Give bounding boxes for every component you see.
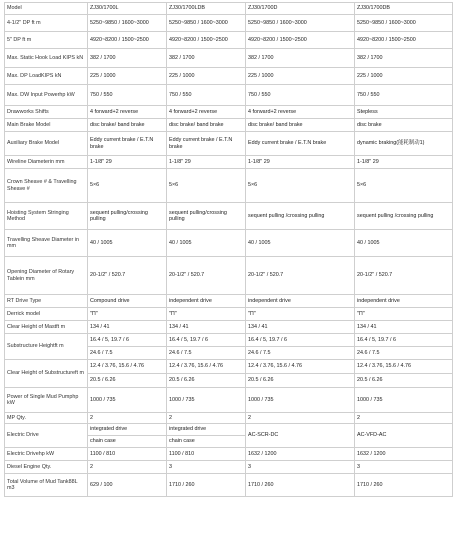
spec-cell-line: 24.6 / 7.5 bbox=[167, 346, 245, 359]
spec-cell: 629 / 100 bbox=[88, 474, 167, 497]
spec-cell: independent drive bbox=[167, 295, 246, 308]
row-label: Electric Drivehp kW bbox=[5, 448, 88, 461]
spec-cell: independent drive bbox=[246, 295, 355, 308]
spec-cell: 134 / 41 bbox=[88, 321, 167, 334]
spec-cell bbox=[167, 424, 246, 448]
spec-cell: "Π" bbox=[167, 308, 246, 321]
row-label: Crown Sheave # & Travelling Sheave # bbox=[5, 169, 88, 203]
spec-cell-line: 12.4 / 3.76, 15.6 / 4.76 bbox=[90, 363, 144, 369]
spec-cell: 1710 / 260 bbox=[167, 474, 246, 497]
row-label: Total Volume of Mud Tank88L m3 bbox=[5, 474, 88, 497]
table-row bbox=[5, 257, 453, 295]
table-row bbox=[5, 321, 453, 334]
spec-cell bbox=[246, 334, 355, 360]
spec-cell: Compound drive bbox=[88, 295, 167, 308]
spec-cell: disc brake/ band brake bbox=[167, 119, 246, 132]
spec-cell: 5×6 bbox=[246, 169, 355, 203]
spec-cell: Eddy current brake / E.T.N brake bbox=[88, 132, 167, 156]
spec-cell: 5×6 bbox=[88, 169, 167, 203]
row-label: Auxiliary Brake Model bbox=[5, 132, 88, 156]
header-cell-zj30-1700l: ZJ30/1700L bbox=[88, 3, 167, 15]
row-label: Power of Single Mud Pumphp kW bbox=[5, 388, 88, 413]
spec-cell: 20-1/2" / 520.7 bbox=[167, 257, 246, 295]
spec-cell: 3 bbox=[355, 461, 453, 474]
spec-cell: 382 / 1700 bbox=[167, 49, 246, 68]
table-row bbox=[5, 461, 453, 474]
spec-cell: 2 bbox=[88, 461, 167, 474]
spec-cell: disc brake/ band brake bbox=[246, 119, 355, 132]
spec-cell-line: 20.5 / 6.26 bbox=[246, 373, 354, 387]
spec-cell-line: 20.5 / 6.26 bbox=[167, 373, 245, 387]
table-row bbox=[5, 169, 453, 203]
spec-cell: 1-1/8" 29 bbox=[88, 156, 167, 169]
row-label: RT Drive Type bbox=[5, 295, 88, 308]
spec-cell: 2 bbox=[88, 413, 167, 424]
spec-table-body bbox=[5, 3, 453, 497]
header-cell-zj30-1700d: ZJ30/1700D bbox=[246, 3, 355, 15]
spec-cell: sequent pulling/crossing pulling bbox=[88, 203, 167, 230]
spec-cell: "Π" bbox=[88, 308, 167, 321]
spec-cell: 4 forward+2 reverse bbox=[88, 106, 167, 119]
row-label: Wireline Diameterin mm bbox=[5, 156, 88, 169]
spec-cell: 1-1/8" 29 bbox=[167, 156, 246, 169]
spec-cell bbox=[88, 424, 167, 448]
spec-cell-line: 12.4 / 3.76, 15.6 / 4.76 bbox=[169, 363, 223, 369]
table-row bbox=[5, 32, 453, 49]
row-label: Hoisting System Stringing Method bbox=[5, 203, 88, 230]
row-label: Clear Height of Mastft m bbox=[5, 321, 88, 334]
spec-cell: 134 / 41 bbox=[355, 321, 453, 334]
spec-cell: 134 / 41 bbox=[246, 321, 355, 334]
row-label: Max. DP LoadKIPS kN bbox=[5, 68, 88, 85]
spec-cell: 1-1/8" 29 bbox=[246, 156, 355, 169]
spec-cell: 40 / 1005 bbox=[167, 230, 246, 257]
table-row bbox=[5, 230, 453, 257]
spec-cell bbox=[355, 360, 453, 388]
spec-cell bbox=[167, 360, 246, 388]
spec-cell: AC-VFD-AC bbox=[355, 424, 453, 448]
spec-cell: 225 / 1000 bbox=[88, 68, 167, 85]
spec-cell bbox=[88, 360, 167, 388]
spec-cell: 3 bbox=[246, 461, 355, 474]
spec-cell: 225 / 1000 bbox=[355, 68, 453, 85]
spec-cell: 1000 / 735 bbox=[167, 388, 246, 413]
spec-cell: 1000 / 735 bbox=[246, 388, 355, 413]
spec-cell: sequent pulling /crossing pulling bbox=[246, 203, 355, 230]
spec-cell: 1100 / 810 bbox=[88, 448, 167, 461]
spec-cell: 40 / 1005 bbox=[355, 230, 453, 257]
spec-cell bbox=[88, 334, 167, 360]
spec-cell: 1000 / 735 bbox=[355, 388, 453, 413]
spec-cell: 1710 / 260 bbox=[355, 474, 453, 497]
row-label: Clear Height of Substructureft m bbox=[5, 360, 88, 388]
table-row bbox=[5, 203, 453, 230]
spec-cell-line: chain case bbox=[88, 435, 166, 447]
spec-cell: 5×6 bbox=[355, 169, 453, 203]
spec-cell: 134 / 41 bbox=[167, 321, 246, 334]
spec-cell: 225 / 1000 bbox=[167, 68, 246, 85]
spec-cell bbox=[246, 360, 355, 388]
table-row bbox=[5, 119, 453, 132]
spec-cell: 1-1/8" 29 bbox=[355, 156, 453, 169]
spec-cell: 1100 / 810 bbox=[167, 448, 246, 461]
spec-cell-line: 24.6 / 7.5 bbox=[355, 346, 452, 359]
spec-cell: Eddy current brake / E.T.N brake bbox=[246, 132, 355, 156]
table-row bbox=[5, 68, 453, 85]
row-label: Substructure Heightft m bbox=[5, 334, 88, 360]
row-label: Diesel Engine Qty. bbox=[5, 461, 88, 474]
spec-cell: 2 bbox=[355, 413, 453, 424]
spec-cell: 5250~9850 / 1600~3000 bbox=[246, 15, 355, 32]
spec-cell: independent drive bbox=[355, 295, 453, 308]
spec-cell: 382 / 1700 bbox=[355, 49, 453, 68]
spec-cell: disc brake/ band brake bbox=[88, 119, 167, 132]
spec-cell: sequent pulling /crossing pulling bbox=[355, 203, 453, 230]
table-row bbox=[5, 308, 453, 321]
spec-cell: 225 / 1000 bbox=[246, 68, 355, 85]
row-label: Travelling Sheave Diameter in mm bbox=[5, 230, 88, 257]
spec-cell bbox=[355, 334, 453, 360]
spec-cell-line: 16.4 / 5, 19.7 / 6 bbox=[248, 337, 287, 343]
spec-cell: 1632 / 1200 bbox=[355, 448, 453, 461]
spec-cell: Eddy current brake / E.T.N brake bbox=[167, 132, 246, 156]
spec-cell: AC-SCR-DC bbox=[246, 424, 355, 448]
spec-cell: "Π" bbox=[355, 308, 453, 321]
spec-table bbox=[4, 2, 453, 497]
table-row bbox=[5, 424, 453, 448]
table-row bbox=[5, 448, 453, 461]
spec-cell bbox=[167, 334, 246, 360]
header-cell-zj30-1700ldb: ZJ30/1700LDB bbox=[167, 3, 246, 15]
spec-cell: 1000 / 735 bbox=[88, 388, 167, 413]
spec-cell-line: 20.5 / 6.26 bbox=[355, 373, 452, 387]
spec-cell-line: 16.4 / 5, 19.7 / 6 bbox=[90, 337, 129, 343]
row-label: 4-1/2" DP ft m bbox=[5, 15, 88, 32]
spec-cell: 4920~8200 / 1500~2500 bbox=[88, 32, 167, 49]
spec-cell: 40 / 1005 bbox=[246, 230, 355, 257]
spec-cell-line: chain case bbox=[167, 435, 245, 447]
table-row bbox=[5, 106, 453, 119]
table-row bbox=[5, 132, 453, 156]
spec-cell: 2 bbox=[246, 413, 355, 424]
spec-cell: 5×6 bbox=[167, 169, 246, 203]
spec-cell: 20-1/2" / 520.7 bbox=[246, 257, 355, 295]
table-row bbox=[5, 295, 453, 308]
spec-cell: 40 / 1005 bbox=[88, 230, 167, 257]
row-label: Drawworks Shifts bbox=[5, 106, 88, 119]
spec-cell: 5250~9850 / 1600~3000 bbox=[88, 15, 167, 32]
spec-cell: 4920~8200 / 1500~2500 bbox=[246, 32, 355, 49]
spec-cell: 3 bbox=[167, 461, 246, 474]
spec-cell: 1632 / 1200 bbox=[246, 448, 355, 461]
spec-cell-line: integrated drive bbox=[169, 426, 207, 432]
spec-cell: 4920~8200 / 1500~2500 bbox=[167, 32, 246, 49]
row-label: Max. DW Input Powerhp kW bbox=[5, 85, 88, 106]
row-label: Main Brake Model bbox=[5, 119, 88, 132]
header-cell-model: Model bbox=[5, 3, 88, 15]
spec-cell: 1710 / 260 bbox=[246, 474, 355, 497]
spec-cell-line: 16.4 / 5, 19.7 / 6 bbox=[357, 337, 396, 343]
spec-cell: dynamic braking(能耗制动1) bbox=[355, 132, 453, 156]
spec-cell: 750 / 550 bbox=[167, 85, 246, 106]
table-row bbox=[5, 388, 453, 413]
table-row bbox=[5, 85, 453, 106]
table-row bbox=[5, 156, 453, 169]
spec-cell-line: 24.6 / 7.5 bbox=[88, 346, 166, 359]
spec-cell-line: 12.4 / 3.76, 15.6 / 4.76 bbox=[248, 363, 302, 369]
table-row bbox=[5, 15, 453, 32]
header-cell-zj30-1700db: ZJ30/1700DB bbox=[355, 3, 453, 15]
spec-cell: 750 / 550 bbox=[355, 85, 453, 106]
spec-cell: 4920~8200 / 1500~2500 bbox=[355, 32, 453, 49]
spec-cell-line: 24.6 / 7.5 bbox=[246, 346, 354, 359]
spec-cell: 5250~9850 / 1600~3000 bbox=[167, 15, 246, 32]
spec-cell: 382 / 1700 bbox=[88, 49, 167, 68]
spec-cell: 4 forward+2 reverse bbox=[246, 106, 355, 119]
spec-cell: 20-1/2" / 520.7 bbox=[355, 257, 453, 295]
row-label: Electric Drive bbox=[5, 424, 88, 448]
table-row bbox=[5, 49, 453, 68]
spec-cell-line: integrated drive bbox=[90, 426, 128, 432]
row-label: Opening Diameter of Rotary Tablein mm bbox=[5, 257, 88, 295]
spec-cell: sequent pulling/crossing pulling bbox=[167, 203, 246, 230]
spec-cell: "Π" bbox=[246, 308, 355, 321]
spec-cell: 4 forward+2 reverse bbox=[167, 106, 246, 119]
row-label: MP Qty. bbox=[5, 413, 88, 424]
row-label: Derrick model bbox=[5, 308, 88, 321]
spec-cell: disc brake bbox=[355, 119, 453, 132]
spec-cell-line: 16.4 / 5, 19.7 / 6 bbox=[169, 337, 208, 343]
row-label: 5" DP ft m bbox=[5, 32, 88, 49]
table-row bbox=[5, 334, 453, 360]
table-row bbox=[5, 474, 453, 497]
spec-cell: 5250~9850 / 1600~3000 bbox=[355, 15, 453, 32]
row-label: Max. Static Hook Load KIPS kN bbox=[5, 49, 88, 68]
spec-cell: 2 bbox=[167, 413, 246, 424]
spec-cell: 382 / 1700 bbox=[246, 49, 355, 68]
table-row bbox=[5, 413, 453, 424]
table-row bbox=[5, 360, 453, 388]
spec-cell: 20-1/2" / 520.7 bbox=[88, 257, 167, 295]
spec-cell: 750 / 550 bbox=[246, 85, 355, 106]
header-row bbox=[5, 3, 453, 15]
spec-cell: Stepless bbox=[355, 106, 453, 119]
spec-cell-line: 12.4 / 3.76, 15.6 / 4.76 bbox=[357, 363, 411, 369]
spec-cell-line: 20.5 / 6.26 bbox=[88, 373, 166, 387]
spec-cell: 750 / 550 bbox=[88, 85, 167, 106]
